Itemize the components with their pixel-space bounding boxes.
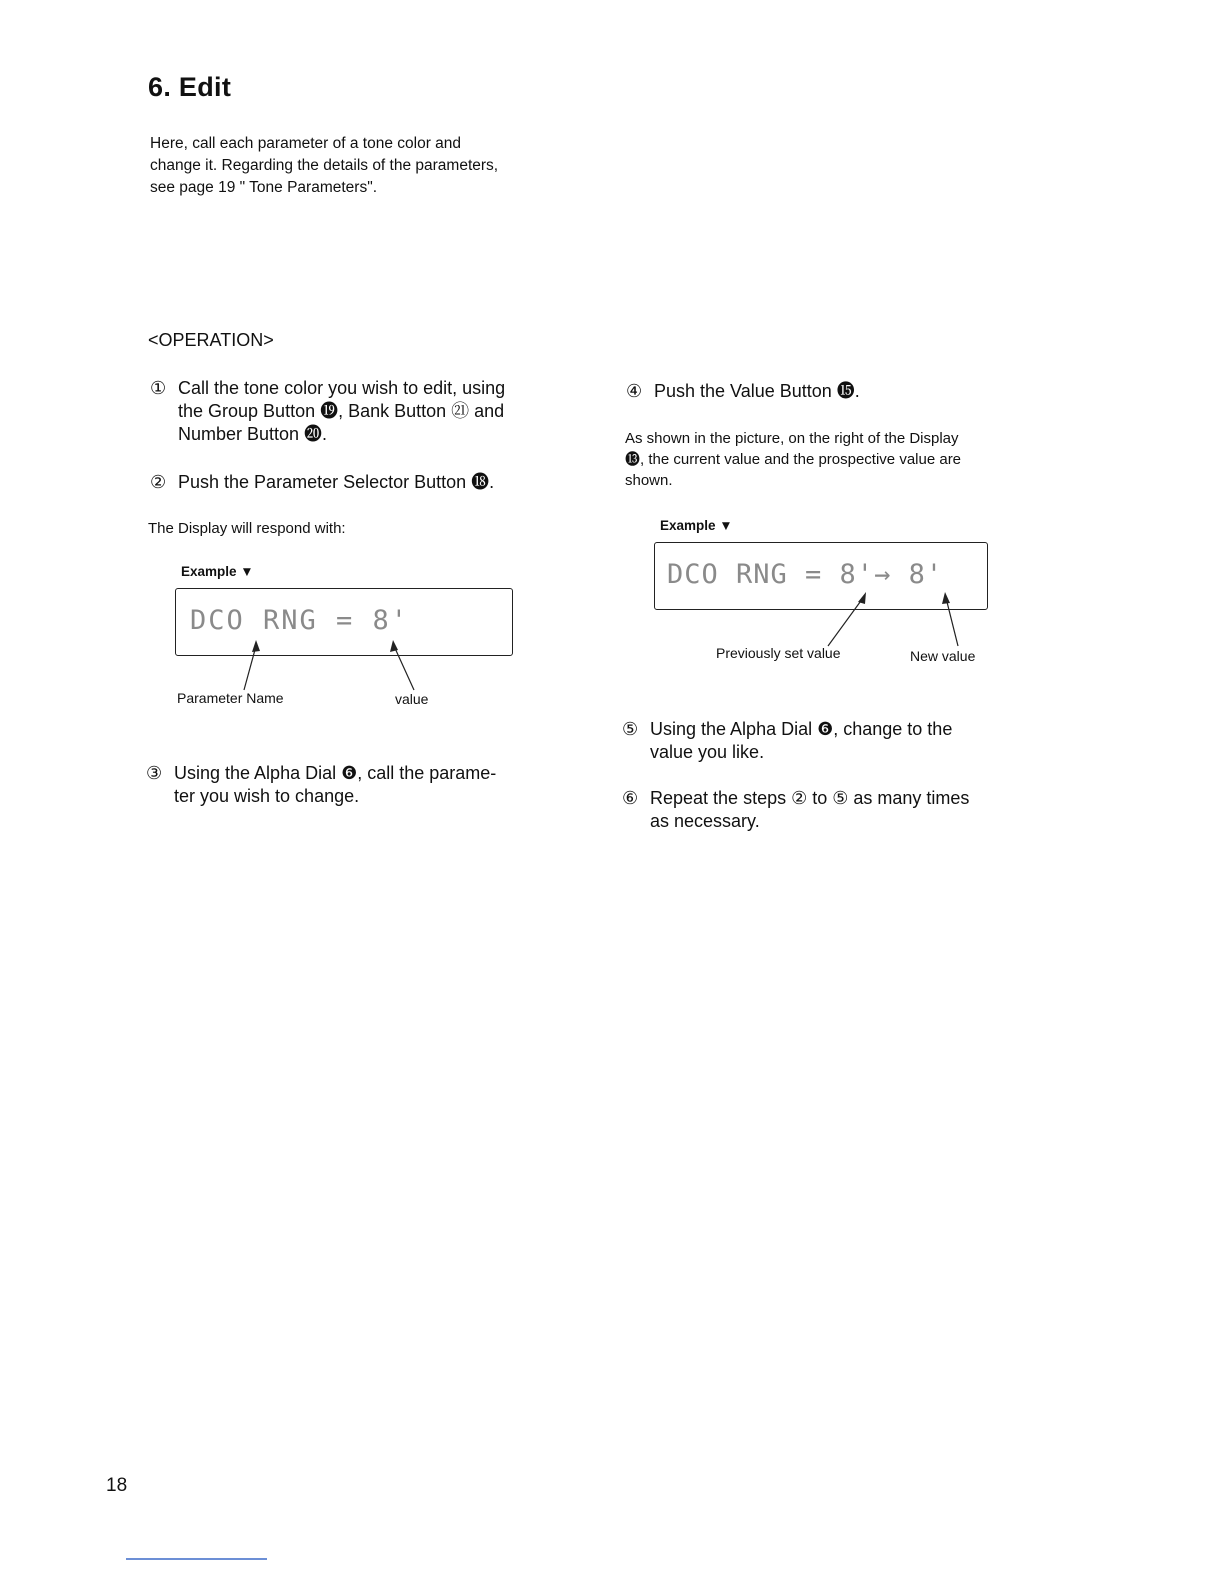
intro-paragraph: [150, 133, 570, 199]
caption-new-value: New value: [910, 648, 976, 664]
step-number: ⑥: [622, 788, 639, 808]
step-text: value you like.: [650, 742, 765, 762]
operation-label: <OPERATION>: [148, 330, 274, 350]
step-number: ①: [150, 378, 167, 398]
intro-line: Here, call each parameter of a tone color and: [150, 135, 462, 152]
step-number: ②: [150, 472, 167, 492]
step-1: [150, 377, 570, 446]
step-number: ③: [146, 763, 163, 783]
step-number: ⑤: [622, 719, 639, 739]
step-text: Call the tone color you wish to edit, using: [178, 378, 506, 398]
as-shown-paragraph: [625, 428, 1035, 491]
arrow-to-value: [390, 640, 414, 690]
as-shown-line: ⓭, the current value and the prospective value are: [625, 451, 962, 468]
arrow-to-new-value: [942, 592, 958, 646]
step-4: [626, 380, 1046, 403]
step-2: [150, 471, 570, 494]
intro-line: see page 19 " Tone Parameters".: [150, 179, 377, 196]
caption-parameter-name: Parameter Name: [177, 690, 284, 706]
step-text: Using the Alpha Dial ❻, call the parame-: [174, 763, 497, 783]
step-text: the Group Button ⓳, Bank Button ㉑ and: [178, 401, 505, 421]
step-text: Using the Alpha Dial ❻, change to the: [650, 719, 953, 739]
footer-rule: [126, 1558, 267, 1560]
step-3: [146, 762, 566, 808]
arrow-to-parameter-name: [244, 640, 260, 690]
caption-value: value: [395, 691, 429, 707]
step-text: Repeat the steps ② to ⑤ as many times: [650, 788, 970, 808]
lcd-readout: DCO RNG = 8'→ 8': [667, 559, 944, 590]
step-text: ter you wish to change.: [174, 786, 360, 806]
example2-arrows: [780, 584, 980, 654]
page-title: 6. Edit: [148, 72, 232, 102]
step-text: Push the Parameter Selector Button ⓲.: [178, 472, 495, 492]
step-text: Push the Value Button ⓯.: [654, 381, 860, 401]
lcd-readout: DCO RNG = 8': [190, 605, 410, 636]
display-respond-text: The Display will respond with:: [148, 520, 346, 537]
example-label: Example ▼: [660, 518, 733, 533]
intro-line: change it. Regarding the details of the parameters,: [150, 157, 499, 174]
step-text: as necessary.: [650, 811, 760, 831]
caption-previous-value: Previously set value: [716, 645, 841, 661]
arrow-to-previous-value: [828, 592, 866, 646]
as-shown-line: shown.: [625, 472, 673, 489]
step-number: ④: [626, 381, 643, 401]
step-5: [622, 718, 1042, 764]
step-6: [622, 787, 1042, 833]
as-shown-line: As shown in the picture, on the right of the Display: [625, 430, 959, 447]
example-label: Example ▼: [181, 564, 254, 579]
page-number: 18: [106, 1475, 128, 1496]
step-text: Number Button ⓴.: [178, 424, 328, 444]
